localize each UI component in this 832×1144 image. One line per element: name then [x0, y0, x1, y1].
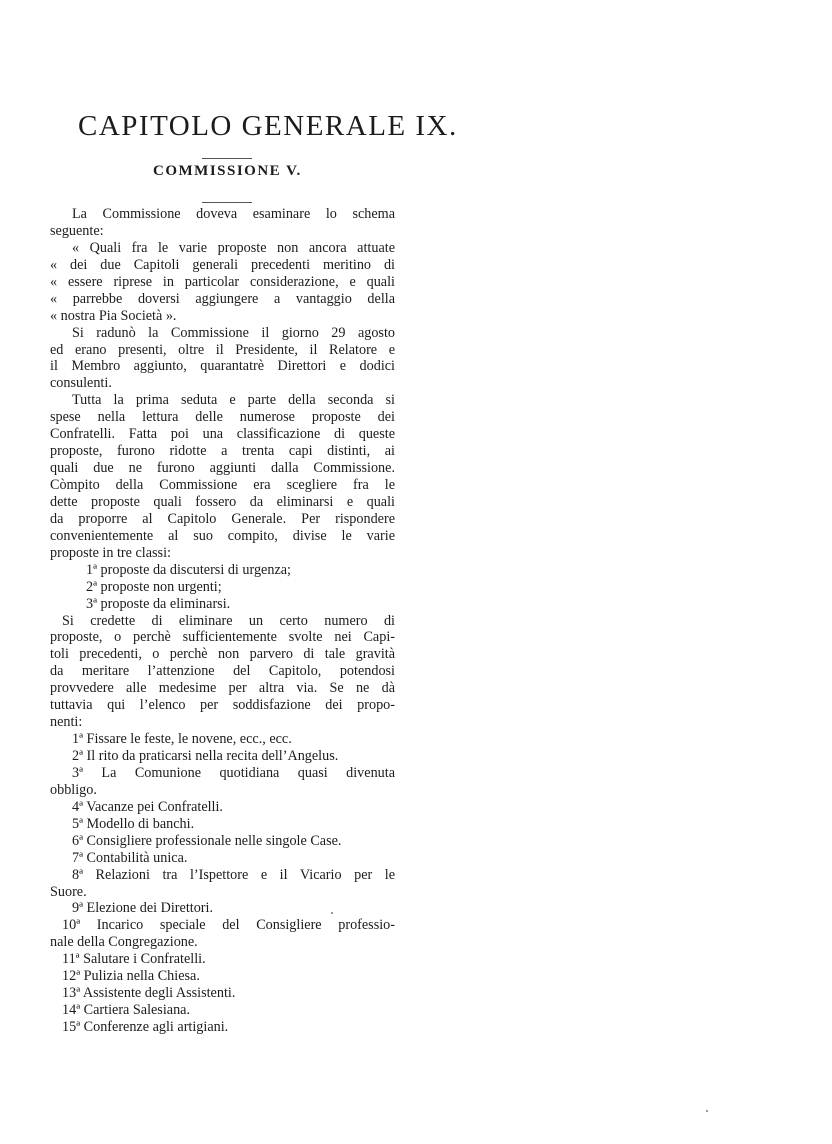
- text-line: Si radunò la Commissione il giorno 29 agosto: [72, 324, 395, 341]
- text-line: Confratelli. Fatta poi una classificazione di queste: [50, 426, 395, 443]
- text-line: 4ª Vacanze pei Confratelli.: [72, 798, 223, 815]
- text-line: Tutta la prima seduta e parte della seconda si: [72, 392, 395, 409]
- text-line: 7ª Contabilità unica.: [72, 849, 188, 866]
- text-line: « essere riprese in particolar considerazione, e quali: [50, 273, 395, 290]
- text-line: 2ª proposte non urgenti;: [86, 578, 222, 595]
- text-line: spese nella lettura delle numerose proposte dei: [50, 409, 395, 426]
- text-line: 2ª Il rito da praticarsi nella recita dell’Angelus.: [72, 748, 339, 764]
- text-line: proposte, furono ridotte a trenta capi distinti, ai: [50, 443, 395, 460]
- text-line: « dei due Capitoli generali precedenti meritino di: [50, 256, 395, 273]
- text-line: ed erano presenti, oltre il Presidente, il Relatore e: [50, 341, 395, 358]
- divider-top: [202, 158, 252, 159]
- divider-bottom: [202, 202, 252, 203]
- text-line: « parrebbe doversi aggiungere a vantaggio della: [50, 290, 395, 307]
- text-line: Còmpito della Commissione era scegliere fra le: [50, 477, 395, 493]
- text-line: il Membro aggiunto, quarantatrè Direttori e dodici: [50, 358, 395, 375]
- text-line: 5ª Modello di banchi.: [72, 815, 195, 832]
- print-speck: [706, 1110, 708, 1112]
- text-line: 1ª Fissare le feste, le novene, ecc., ecc.: [72, 731, 292, 748]
- text-line: « Quali fra le varie proposte non ancora attuate: [72, 239, 395, 256]
- text-line: proposte in tre classi:: [50, 544, 171, 561]
- text-line: 9ª Elezione dei Direttori.: [72, 900, 214, 917]
- text-line: 15ª Conferenze agli artigiani.: [62, 1019, 229, 1035]
- text-line: « nostra Pia Società ».: [50, 307, 177, 324]
- text-line: 12ª Pulizia nella Chiesa.: [62, 968, 200, 985]
- text-line: seguente:: [50, 222, 104, 239]
- text-line: da meritare l’attenzione del Capitolo, potendosi: [50, 663, 395, 680]
- text-line: 14ª Cartiera Salesiana.: [62, 1002, 191, 1019]
- text-line: obbligo.: [50, 781, 97, 798]
- text-line: consulenti.: [50, 375, 112, 392]
- text-line: Suore.: [50, 883, 87, 900]
- text-line: dette proposte quali fossero da eliminarsi e quali: [50, 493, 395, 510]
- text-line: La Commissione doveva esaminare lo schema: [72, 206, 395, 222]
- text-line: toli precedenti, o perchè non parvero di tale gravità: [50, 646, 395, 663]
- text-line: Si credette di eliminare un certo numero di: [62, 612, 395, 629]
- text-line: 1ª proposte da discutersi di urgenza;: [86, 561, 291, 578]
- text-line: 8ª Relazioni tra l’Ispettore e il Vicario per le: [72, 866, 395, 883]
- text-line: 3ª La Comunione quotidiana quasi divenuta: [72, 764, 395, 781]
- body-text: [50, 206, 395, 1036]
- text-line: 13ª Assistente degli Assistenti.: [62, 985, 236, 1002]
- text-line: provvedere alle medesime per altra via. Se ne dà: [50, 680, 395, 697]
- print-speck: [331, 912, 333, 914]
- text-line: 6ª Consigliere professionale nelle singole Case.: [72, 832, 342, 849]
- text-line: da proporre al Capitolo Generale. Per rispondere: [50, 510, 395, 527]
- text-line: nale della Congregazione.: [50, 934, 198, 951]
- text-line: proposte, o perchè sufficientemente svolte nei Capi-: [50, 629, 395, 646]
- text-line: nenti:: [50, 714, 83, 731]
- text-line: tuttavia qui l’elenco per soddisfazione dei propo-: [50, 697, 395, 714]
- page-title: CAPITOLO GENERALE IX.: [78, 110, 458, 142]
- text-line: 11ª Salutare i Confratelli.: [62, 951, 206, 968]
- text-line: quali due ne furono aggiunti dalla Commissione.: [50, 460, 395, 477]
- text-line: 10ª Incarico speciale del Consigliere professio-: [62, 917, 395, 934]
- text-line: 3ª proposte da eliminarsi.: [86, 595, 231, 612]
- text-line: convenientemente al suo compito, divise le varie: [50, 527, 395, 544]
- section-subtitle: COMMISSIONE V.: [153, 163, 302, 179]
